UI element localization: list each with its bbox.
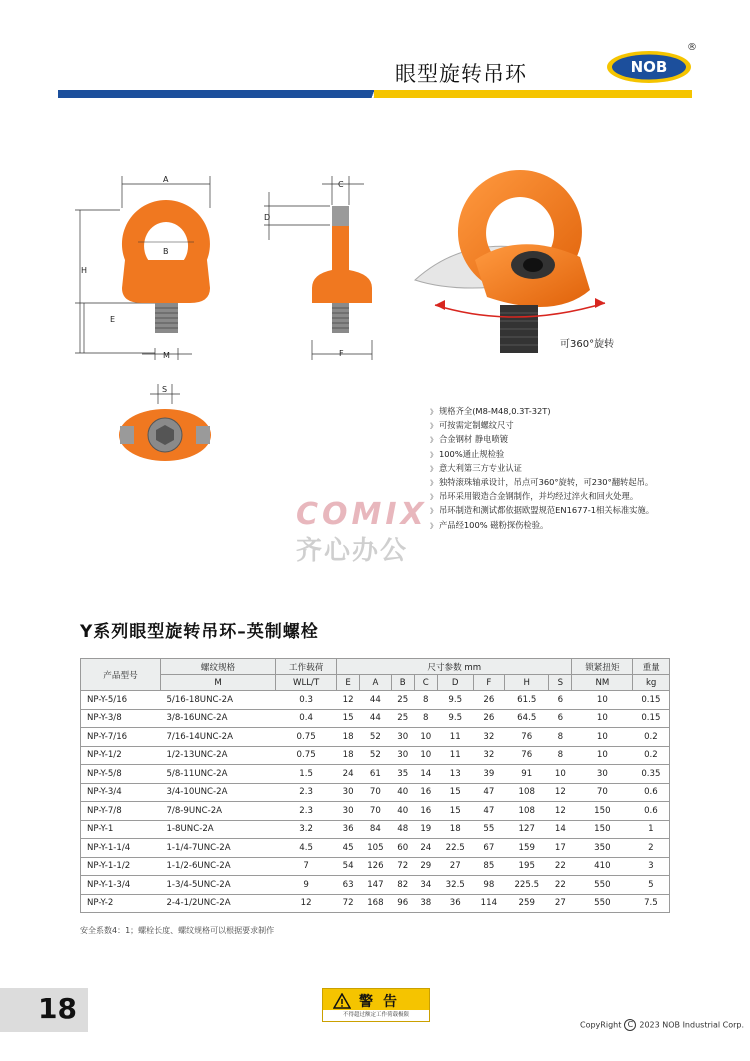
table-cell: 52	[360, 728, 392, 747]
table-cell: 1-1/4-7UNC-2A	[160, 839, 275, 858]
subheader-cell: A	[360, 675, 392, 691]
table-cell: 32	[473, 728, 505, 747]
copyright	[580, 1019, 744, 1031]
table-cell: 1	[633, 820, 670, 839]
table-cell: 0.35	[633, 765, 670, 784]
table-row	[81, 728, 670, 747]
model-cell: NP-Y-1-1/2	[81, 857, 161, 876]
table-cell: 38	[414, 894, 437, 913]
table-cell: 8	[549, 728, 572, 747]
table-cell: 150	[572, 802, 633, 821]
nob-logo	[606, 50, 692, 84]
table-cell: 8	[414, 709, 437, 728]
table-cell: 29	[414, 857, 437, 876]
table-cell: 22	[549, 876, 572, 895]
logo-text: NOB	[630, 58, 668, 76]
warning-subtitle: 不得超过额定工作荷载极限	[323, 1010, 429, 1021]
table-cell: 47	[473, 783, 505, 802]
table-cell: 96	[391, 894, 414, 913]
table-cell: 5/8-11UNC-2A	[160, 765, 275, 784]
table-cell: 114	[473, 894, 505, 913]
feature-list	[430, 405, 654, 533]
table-cell: 127	[505, 820, 549, 839]
subheader-cell: D	[437, 675, 473, 691]
table-cell: 9	[276, 876, 337, 895]
dim-e: E	[110, 315, 116, 324]
table-cell: 0.3	[276, 691, 337, 710]
dim-f: F	[339, 349, 344, 358]
model-cell: NP-Y-7/8	[81, 802, 161, 821]
col-model: 产品型号	[81, 659, 161, 691]
warning-icon	[333, 993, 351, 1009]
table-cell: 7	[276, 857, 337, 876]
product-illustration	[405, 165, 620, 355]
table-cell: 225.5	[505, 876, 549, 895]
table-cell: 7.5	[633, 894, 670, 913]
col-torque: 锁紧扭矩	[572, 659, 633, 675]
table-cell: 10	[414, 746, 437, 765]
side-view-drawing	[262, 170, 382, 365]
table-cell: 22.5	[437, 839, 473, 858]
table-row	[81, 820, 670, 839]
table-cell: 2	[633, 839, 670, 858]
subheader-cell: E	[337, 675, 360, 691]
col-thread: 螺纹规格	[160, 659, 275, 675]
feature-item: 》 意大利第三方专业认证	[430, 462, 654, 476]
table-cell: 126	[360, 857, 392, 876]
table-cell: 39	[473, 765, 505, 784]
table-cell: 76	[505, 746, 549, 765]
model-cell: NP-Y-5/8	[81, 765, 161, 784]
table-cell: 30	[572, 765, 633, 784]
col-wll: 工作载荷	[276, 659, 337, 675]
table-row	[81, 839, 670, 858]
feature-item: 》 独特滚珠轴承设计，吊点可360°旋转，可230°翻转起吊。	[430, 476, 654, 490]
table-cell: 30	[391, 728, 414, 747]
table-cell: 2.3	[276, 802, 337, 821]
table-cell: 55	[473, 820, 505, 839]
header-band-yellow	[374, 90, 692, 98]
table-cell: 550	[572, 894, 633, 913]
table-cell: 17	[549, 839, 572, 858]
table-cell: 30	[337, 802, 360, 821]
bottom-view-drawing	[115, 380, 215, 475]
table-cell: 70	[572, 783, 633, 802]
table-cell: 0.6	[633, 783, 670, 802]
header-band-blue	[58, 90, 374, 98]
table-cell: 1.5	[276, 765, 337, 784]
table-cell: 0.75	[276, 728, 337, 747]
feature-item: 》 规格齐全(M8-M48,0.3T-32T)	[430, 405, 654, 419]
table-cell: 36	[437, 894, 473, 913]
table-cell: 70	[360, 802, 392, 821]
table-cell: 18	[437, 820, 473, 839]
table-cell: 195	[505, 857, 549, 876]
table-cell: 45	[337, 839, 360, 858]
table-cell: 0.6	[633, 802, 670, 821]
table-cell: 32	[473, 746, 505, 765]
table-cell: 1/2-13UNC-2A	[160, 746, 275, 765]
table-row	[81, 894, 670, 913]
table-cell: 61.5	[505, 691, 549, 710]
table-cell: 410	[572, 857, 633, 876]
subheader-cell: S	[549, 675, 572, 691]
table-cell: 25	[391, 709, 414, 728]
feature-item: 》 合金钢材 静电喷镀	[430, 433, 654, 447]
watermark-brand: COMIX	[296, 497, 428, 532]
table-cell: 10	[572, 691, 633, 710]
table-cell: 18	[337, 746, 360, 765]
table-cell: 12	[549, 802, 572, 821]
rotation-caption: 可360°旋转	[560, 339, 615, 350]
model-cell: NP-Y-3/4	[81, 783, 161, 802]
table-row	[81, 876, 670, 895]
table-cell: 3	[633, 857, 670, 876]
table-cell: 15	[337, 709, 360, 728]
warning-label	[322, 988, 430, 1022]
table-cell: 1-3/4-5UNC-2A	[160, 876, 275, 895]
table-cell: 0.2	[633, 728, 670, 747]
table-cell: 44	[360, 691, 392, 710]
table-cell: 3/4-10UNC-2A	[160, 783, 275, 802]
subheader-cell: F	[473, 675, 505, 691]
model-cell: NP-Y-1	[81, 820, 161, 839]
table-cell: 7/16-14UNC-2A	[160, 728, 275, 747]
front-view-drawing	[70, 170, 225, 365]
subheader-cell: NM	[572, 675, 633, 691]
feature-item: 》 100%通止规检验	[430, 448, 654, 462]
table-cell: 1-8UNC-2A	[160, 820, 275, 839]
table-cell: 18	[337, 728, 360, 747]
page-title: 眼型旋转吊环	[395, 62, 527, 86]
table-cell: 27	[437, 857, 473, 876]
table-cell: 6	[549, 691, 572, 710]
subheader-cell: kg	[633, 675, 670, 691]
table-cell: 0.75	[276, 746, 337, 765]
table-cell: 4.5	[276, 839, 337, 858]
table-cell: 147	[360, 876, 392, 895]
table-cell: 61	[360, 765, 392, 784]
table-cell: 54	[337, 857, 360, 876]
table-cell: 0.2	[633, 746, 670, 765]
table-cell: 10	[572, 746, 633, 765]
warning-title: 警告	[359, 994, 407, 1010]
table-cell: 15	[437, 783, 473, 802]
table-cell: 6	[549, 709, 572, 728]
table-cell: 19	[414, 820, 437, 839]
table-cell: 30	[391, 746, 414, 765]
table-cell: 9.5	[437, 691, 473, 710]
subheader-cell: H	[505, 675, 549, 691]
table-cell: 30	[337, 783, 360, 802]
model-cell: NP-Y-1-1/4	[81, 839, 161, 858]
table-cell: 13	[437, 765, 473, 784]
model-cell: NP-Y-1-3/4	[81, 876, 161, 895]
table-cell: 36	[337, 820, 360, 839]
table-cell: 108	[505, 802, 549, 821]
table-cell: 12	[276, 894, 337, 913]
table-cell: 168	[360, 894, 392, 913]
table-cell: 259	[505, 894, 549, 913]
subheader-cell: C	[414, 675, 437, 691]
copyright-icon: C	[624, 1019, 636, 1031]
table-cell: 48	[391, 820, 414, 839]
table-cell: 10	[414, 728, 437, 747]
table-cell: 150	[572, 820, 633, 839]
subheader-cell: M	[160, 675, 275, 691]
table-cell: 10	[572, 728, 633, 747]
table-cell: 35	[391, 765, 414, 784]
table-cell: 5/16-18UNC-2A	[160, 691, 275, 710]
table-cell: 550	[572, 876, 633, 895]
table-cell: 76	[505, 728, 549, 747]
table-cell: 27	[549, 894, 572, 913]
model-cell: NP-Y-5/16	[81, 691, 161, 710]
table-cell: 44	[360, 709, 392, 728]
table-cell: 8	[549, 746, 572, 765]
model-cell: NP-Y-3/8	[81, 709, 161, 728]
table-cell: 34	[414, 876, 437, 895]
table-cell: 10	[572, 709, 633, 728]
model-cell: NP-Y-2	[81, 894, 161, 913]
feature-item: 》 吊环制造和测试都依据欧盟规范EN1677-1相关标准实施。	[430, 504, 654, 518]
table-cell: 7/8-9UNC-2A	[160, 802, 275, 821]
col-weight: 重量	[633, 659, 670, 675]
table-cell: 11	[437, 728, 473, 747]
table-cell: 10	[549, 765, 572, 784]
feature-item: 》 可按需定制螺纹尺寸	[430, 419, 654, 433]
table-cell: 14	[414, 765, 437, 784]
table-row	[81, 857, 670, 876]
table-cell: 70	[360, 783, 392, 802]
table-cell: 72	[391, 857, 414, 876]
dim-m: M	[163, 351, 170, 360]
table-cell: 67	[473, 839, 505, 858]
table-cell: 85	[473, 857, 505, 876]
table-cell: 91	[505, 765, 549, 784]
section-title: Y系列眼型旋转吊环–英制螺栓	[80, 622, 319, 642]
table-cell: 24	[337, 765, 360, 784]
table-cell: 9.5	[437, 709, 473, 728]
table-cell: 32.5	[437, 876, 473, 895]
feature-item: 》 吊环采用锻造合金钢制作，并均经过淬火和回火处理。	[430, 490, 654, 504]
table-cell: 15	[437, 802, 473, 821]
table-cell: 2-4-1/2UNC-2A	[160, 894, 275, 913]
table-cell: 16	[414, 802, 437, 821]
dim-c: C	[338, 180, 344, 189]
copyright-prefix: CopyRight	[580, 1020, 622, 1030]
registered-mark: ®	[687, 42, 697, 53]
table-cell: 1-1/2-6UNC-2A	[160, 857, 275, 876]
table-cell: 2.3	[276, 783, 337, 802]
table-cell: 60	[391, 839, 414, 858]
dim-b: B	[163, 247, 169, 256]
spec-table	[80, 658, 670, 913]
table-cell: 3.2	[276, 820, 337, 839]
model-cell: NP-Y-1/2	[81, 746, 161, 765]
table-cell: 63	[337, 876, 360, 895]
table-cell: 52	[360, 746, 392, 765]
page-number: 18	[38, 992, 77, 1025]
table-cell: 40	[391, 783, 414, 802]
table-row	[81, 746, 670, 765]
subheader-cell: B	[391, 675, 414, 691]
table-cell: 3/8-16UNC-2A	[160, 709, 275, 728]
model-cell: NP-Y-7/16	[81, 728, 161, 747]
table-cell: 11	[437, 746, 473, 765]
table-cell: 16	[414, 783, 437, 802]
table-cell: 0.15	[633, 709, 670, 728]
table-row	[81, 765, 670, 784]
subheader-cell: WLL/T	[276, 675, 337, 691]
page-number-box	[0, 988, 88, 1032]
table-row	[81, 802, 670, 821]
table-cell: 82	[391, 876, 414, 895]
table-cell: 25	[391, 691, 414, 710]
table-row	[81, 691, 670, 710]
table-cell: 108	[505, 783, 549, 802]
table-cell: 98	[473, 876, 505, 895]
col-dims: 尺寸参数 mm	[337, 659, 572, 675]
table-cell: 64.5	[505, 709, 549, 728]
table-cell: 72	[337, 894, 360, 913]
dim-s: S	[162, 385, 168, 394]
watermark-cn: 齐心办公	[296, 536, 409, 566]
dim-a: A	[163, 175, 169, 184]
table-cell: 350	[572, 839, 633, 858]
table-cell: 84	[360, 820, 392, 839]
table-cell: 105	[360, 839, 392, 858]
table-cell: 8	[414, 691, 437, 710]
table-cell: 26	[473, 709, 505, 728]
table-cell: 24	[414, 839, 437, 858]
feature-item: 》 产品经100% 磁粉探伤检验。	[430, 519, 654, 533]
table-cell: 14	[549, 820, 572, 839]
footnote: 安全系数4：1；螺栓长度、螺纹规格可以根据要求制作	[80, 926, 275, 935]
table-cell: 12	[337, 691, 360, 710]
table-row	[81, 709, 670, 728]
table-cell: 0.15	[633, 691, 670, 710]
table-cell: 26	[473, 691, 505, 710]
table-cell: 12	[549, 783, 572, 802]
copyright-text: 2023 NOB Industrial Corp.	[639, 1020, 745, 1030]
dim-d: D	[264, 213, 271, 222]
table-cell: 159	[505, 839, 549, 858]
table-cell: 5	[633, 876, 670, 895]
table-row	[81, 783, 670, 802]
table-cell: 22	[549, 857, 572, 876]
dim-h: H	[81, 266, 88, 275]
table-cell: 40	[391, 802, 414, 821]
table-cell: 0.4	[276, 709, 337, 728]
table-cell: 47	[473, 802, 505, 821]
